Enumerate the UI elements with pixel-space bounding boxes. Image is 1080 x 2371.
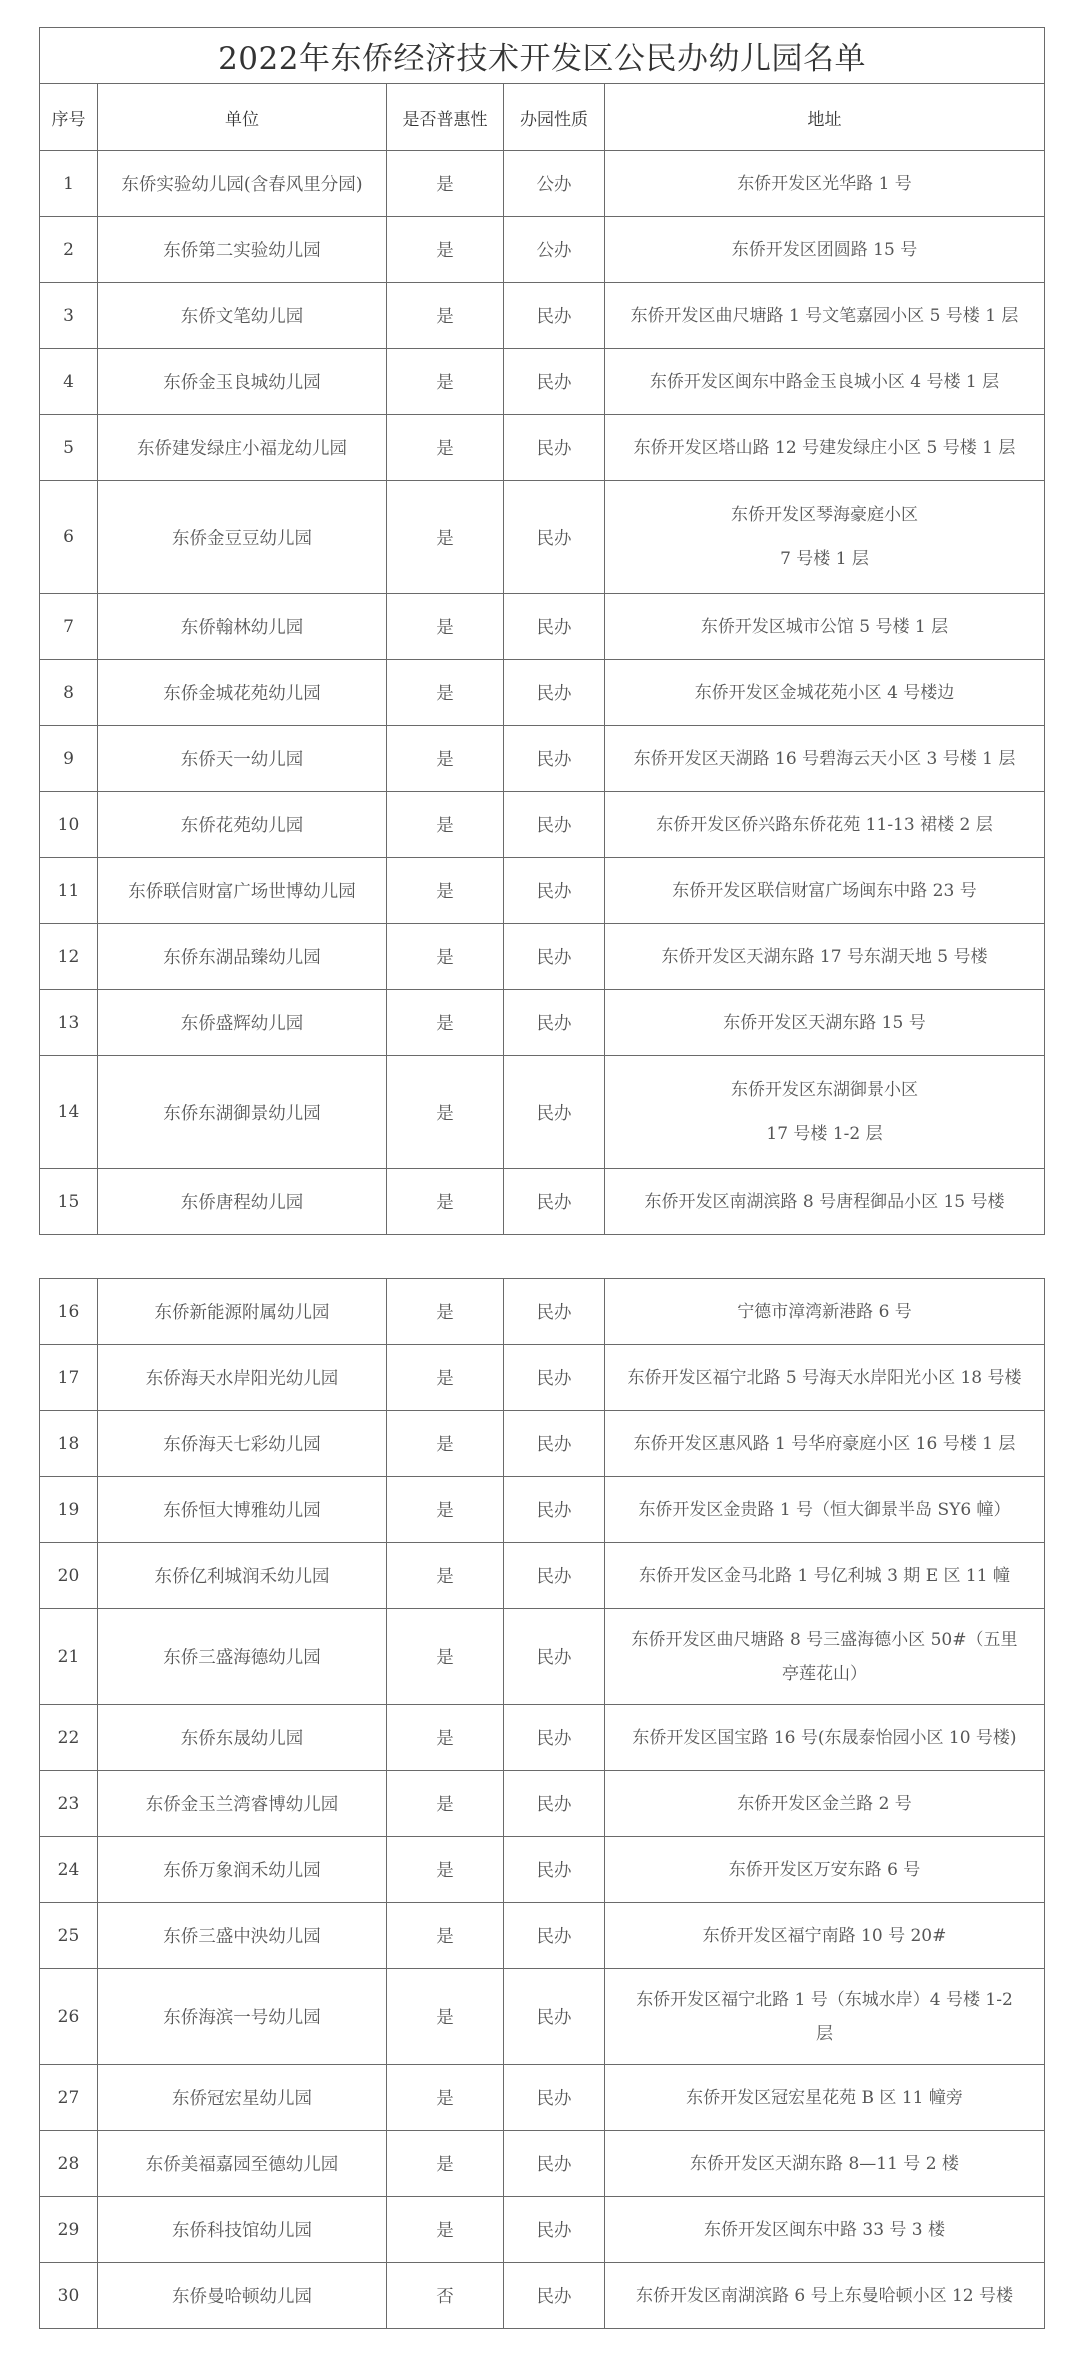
table-row <box>40 1169 1045 1235</box>
address-cell <box>605 283 1045 349</box>
kindergarten-name-cell: 东侨文笔幼儿园 <box>98 283 387 349</box>
row-number-cell: 4 <box>40 349 98 415</box>
kindergarten-name-cell: 东侨金豆豆幼儿园 <box>98 481 387 594</box>
address-line: 东侨开发区东湖御景小区 <box>731 1080 918 1100</box>
address-cell <box>605 1345 1045 1411</box>
table-row <box>40 660 1045 726</box>
address-line: 东侨开发区金兰路 2 号 <box>737 1793 912 1814</box>
table-row <box>40 1477 1045 1543</box>
address-cell <box>605 1169 1045 1235</box>
kindergarten-name-cell: 东侨亿利城润禾幼儿园 <box>98 1543 387 1609</box>
puhui-status-cell: 是 <box>387 1169 504 1235</box>
puhui-status-cell: 是 <box>387 1477 504 1543</box>
row-number-cell: 21 <box>40 1609 98 1705</box>
school-type-cell: 民办 <box>504 2263 605 2329</box>
document-title: 2022年东侨经济技术开发区公民办幼儿园名单 <box>40 28 1045 84</box>
kindergarten-name-cell: 东侨海天七彩幼儿园 <box>98 1411 387 1477</box>
school-type-cell: 民办 <box>504 2065 605 2131</box>
address-cell <box>605 1705 1045 1771</box>
table-body-part-2 <box>40 1279 1045 2329</box>
row-number-cell: 15 <box>40 1169 98 1235</box>
puhui-status-cell: 是 <box>387 924 504 990</box>
address-line: 17 号楼 1-2 层 <box>766 1124 883 1144</box>
table-row <box>40 2065 1045 2131</box>
row-number-cell: 3 <box>40 283 98 349</box>
kindergarten-name-cell: 东侨天一幼儿园 <box>98 726 387 792</box>
address-cell <box>605 2197 1045 2263</box>
row-number-cell: 16 <box>40 1279 98 1345</box>
school-type-cell: 民办 <box>504 1411 605 1477</box>
address-cell <box>605 349 1045 415</box>
address-line: 宁德市漳湾新港路 6 号 <box>737 1301 912 1322</box>
row-number-cell: 6 <box>40 481 98 594</box>
puhui-status-cell: 是 <box>387 1771 504 1837</box>
school-type-cell: 民办 <box>504 1543 605 1609</box>
address-cell <box>605 792 1045 858</box>
school-type-cell: 民办 <box>504 1279 605 1345</box>
puhui-status-cell: 是 <box>387 1903 504 1969</box>
row-number-cell: 8 <box>40 660 98 726</box>
row-number-cell: 17 <box>40 1345 98 1411</box>
row-number-cell: 11 <box>40 858 98 924</box>
row-number-cell: 2 <box>40 217 98 283</box>
puhui-status-cell: 是 <box>387 283 504 349</box>
column-header-type: 办园性质 <box>504 84 605 151</box>
kindergarten-name-cell: 东侨海滨一号幼儿园 <box>98 1969 387 2065</box>
address-line: 东侨开发区金贵路 1 号（恒大御景半岛 SY6 幢） <box>638 1499 1011 1520</box>
kindergarten-name-cell: 东侨金玉良城幼儿园 <box>98 349 387 415</box>
school-type-cell: 民办 <box>504 1477 605 1543</box>
table-row <box>40 1903 1045 1969</box>
table-row <box>40 1411 1045 1477</box>
school-type-cell: 民办 <box>504 1771 605 1837</box>
row-number-cell: 30 <box>40 2263 98 2329</box>
table-row <box>40 1543 1045 1609</box>
school-type-cell: 民办 <box>504 858 605 924</box>
address-cell <box>605 1837 1045 1903</box>
school-type-cell: 公办 <box>504 151 605 217</box>
puhui-status-cell: 是 <box>387 481 504 594</box>
table-row <box>40 1609 1045 1705</box>
address-line: 东侨开发区曲尺塘路 8 号三盛海德小区 50#（五里 <box>631 1629 1018 1650</box>
address-cell <box>605 726 1045 792</box>
school-type-cell: 民办 <box>504 415 605 481</box>
row-number-cell: 25 <box>40 1903 98 1969</box>
school-type-cell: 民办 <box>504 1345 605 1411</box>
kindergarten-name-cell: 东侨花苑幼儿园 <box>98 792 387 858</box>
kindergarten-name-cell: 东侨翰林幼儿园 <box>98 594 387 660</box>
column-header-puhui: 是否普惠性 <box>387 84 504 151</box>
table-row <box>40 792 1045 858</box>
kindergarten-name-cell: 东侨三盛中泱幼儿园 <box>98 1903 387 1969</box>
school-type-cell: 民办 <box>504 660 605 726</box>
table-row <box>40 924 1045 990</box>
address-line: 东侨开发区城市公馆 5 号楼 1 层 <box>700 616 949 637</box>
address-cell <box>605 1771 1045 1837</box>
school-type-cell: 民办 <box>504 1969 605 2065</box>
puhui-status-cell: 是 <box>387 349 504 415</box>
puhui-status-cell: 是 <box>387 1969 504 2065</box>
school-type-cell: 民办 <box>504 924 605 990</box>
kindergarten-name-cell: 东侨恒大博雅幼儿园 <box>98 1477 387 1543</box>
address-line: 东侨开发区天湖东路 17 号东湖天地 5 号楼 <box>661 946 988 967</box>
address-cell <box>605 415 1045 481</box>
school-type-cell: 公办 <box>504 217 605 283</box>
address-line: 东侨开发区琴海豪庭小区 <box>731 505 918 525</box>
address-line: 东侨开发区惠风路 1 号华府豪庭小区 16 号楼 1 层 <box>633 1433 1016 1454</box>
school-type-cell: 民办 <box>504 1056 605 1169</box>
address-cell <box>605 2065 1045 2131</box>
row-number-cell: 12 <box>40 924 98 990</box>
address-line: 东侨开发区福宁北路 1 号（东城水岸）4 号楼 1-2 <box>636 1989 1013 2010</box>
address-line: 东侨开发区天湖路 16 号碧海云天小区 3 号楼 1 层 <box>633 748 1016 769</box>
address-line: 东侨开发区天湖东路 8—11 号 2 楼 <box>690 2153 959 2174</box>
address-cell <box>605 924 1045 990</box>
address-line: 东侨开发区冠宏星花苑 B 区 11 幢旁 <box>686 2087 963 2108</box>
puhui-status-cell: 是 <box>387 217 504 283</box>
school-type-cell: 民办 <box>504 481 605 594</box>
address-line: 东侨开发区联信财富广场闽东中路 23 号 <box>672 880 977 901</box>
table-row <box>40 858 1045 924</box>
row-number-cell: 27 <box>40 2065 98 2131</box>
row-number-cell: 18 <box>40 1411 98 1477</box>
address-line: 东侨开发区天湖东路 15 号 <box>723 1012 926 1033</box>
school-type-cell: 民办 <box>504 1837 605 1903</box>
table-row <box>40 726 1045 792</box>
address-line: 7 号楼 1 层 <box>780 549 869 569</box>
address-cell <box>605 1969 1045 2065</box>
address-line: 东侨开发区团圆路 15 号 <box>731 239 918 260</box>
puhui-status-cell: 是 <box>387 151 504 217</box>
address-line: 东侨开发区万安东路 6 号 <box>728 1859 921 1880</box>
kindergarten-name-cell: 东侨东湖品臻幼儿园 <box>98 924 387 990</box>
puhui-status-cell: 是 <box>387 1609 504 1705</box>
kindergarten-name-cell: 东侨第二实验幼儿园 <box>98 217 387 283</box>
row-number-cell: 13 <box>40 990 98 1056</box>
kindergarten-name-cell: 东侨万象润禾幼儿园 <box>98 1837 387 1903</box>
kindergarten-name-cell: 东侨唐程幼儿园 <box>98 1169 387 1235</box>
puhui-status-cell: 是 <box>387 1543 504 1609</box>
table-row <box>40 151 1045 217</box>
puhui-status-cell: 是 <box>387 594 504 660</box>
kindergarten-table-part-1 <box>39 27 1045 1235</box>
puhui-status-cell: 是 <box>387 1705 504 1771</box>
row-number-cell: 24 <box>40 1837 98 1903</box>
school-type-cell: 民办 <box>504 792 605 858</box>
address-line: 东侨开发区福宁北路 5 号海天水岸阳光小区 18 号楼 <box>627 1367 1022 1388</box>
table-row <box>40 415 1045 481</box>
table-row <box>40 2131 1045 2197</box>
puhui-status-cell: 是 <box>387 415 504 481</box>
table-row <box>40 1837 1045 1903</box>
kindergarten-name-cell: 东侨实验幼儿园(含春风里分园) <box>98 151 387 217</box>
address-cell <box>605 594 1045 660</box>
table-row <box>40 481 1045 594</box>
puhui-status-cell: 否 <box>387 2263 504 2329</box>
school-type-cell: 民办 <box>504 726 605 792</box>
kindergarten-name-cell: 东侨科技馆幼儿园 <box>98 2197 387 2263</box>
address-cell <box>605 1279 1045 1345</box>
puhui-status-cell: 是 <box>387 1345 504 1411</box>
school-type-cell: 民办 <box>504 349 605 415</box>
row-number-cell: 7 <box>40 594 98 660</box>
puhui-status-cell: 是 <box>387 2197 504 2263</box>
address-line: 东侨开发区南湖滨路 6 号上东曼哈顿小区 12 号楼 <box>635 2285 1014 2306</box>
puhui-status-cell: 是 <box>387 1837 504 1903</box>
puhui-status-cell: 是 <box>387 990 504 1056</box>
puhui-status-cell: 是 <box>387 1411 504 1477</box>
table-row <box>40 1705 1045 1771</box>
row-number-cell: 5 <box>40 415 98 481</box>
address-line: 东侨开发区金城花苑小区 4 号楼边 <box>694 682 955 703</box>
address-cell <box>605 481 1045 594</box>
address-line: 东侨开发区光华路 1 号 <box>737 173 912 194</box>
school-type-cell: 民办 <box>504 990 605 1056</box>
puhui-status-cell: 是 <box>387 660 504 726</box>
school-type-cell: 民办 <box>504 1705 605 1771</box>
address-line: 东侨开发区国宝路 16 号(东晟泰怡园小区 10 号楼) <box>632 1727 1017 1748</box>
address-cell <box>605 2263 1045 2329</box>
table-row <box>40 2263 1045 2329</box>
table-row <box>40 1969 1045 2065</box>
address-cell <box>605 1903 1045 1969</box>
address-cell <box>605 2131 1045 2197</box>
column-header-name: 单位 <box>98 84 387 151</box>
table-row <box>40 1056 1045 1169</box>
kindergarten-name-cell: 东侨盛辉幼儿园 <box>98 990 387 1056</box>
address-line: 东侨开发区塔山路 12 号建发绿庄小区 5 号楼 1 层 <box>633 437 1016 458</box>
table-body-part-1 <box>40 151 1045 1235</box>
kindergarten-name-cell: 东侨美福嘉园至德幼儿园 <box>98 2131 387 2197</box>
school-type-cell: 民办 <box>504 1903 605 1969</box>
address-line: 东侨开发区金马北路 1 号亿利城 3 期 E 区 11 幢 <box>639 1565 1010 1586</box>
row-number-cell: 22 <box>40 1705 98 1771</box>
table-row <box>40 1345 1045 1411</box>
kindergarten-name-cell: 东侨东晟幼儿园 <box>98 1705 387 1771</box>
puhui-status-cell: 是 <box>387 2065 504 2131</box>
kindergarten-name-cell: 东侨新能源附属幼儿园 <box>98 1279 387 1345</box>
row-number-cell: 1 <box>40 151 98 217</box>
table-row <box>40 217 1045 283</box>
row-number-cell: 20 <box>40 1543 98 1609</box>
school-type-cell: 民办 <box>504 2131 605 2197</box>
school-type-cell: 民办 <box>504 2197 605 2263</box>
table-row <box>40 1771 1045 1837</box>
kindergarten-name-cell: 东侨联信财富广场世博幼儿园 <box>98 858 387 924</box>
address-cell <box>605 1543 1045 1609</box>
table-row <box>40 990 1045 1056</box>
row-number-cell: 28 <box>40 2131 98 2197</box>
row-number-cell: 29 <box>40 2197 98 2263</box>
puhui-status-cell: 是 <box>387 858 504 924</box>
puhui-status-cell: 是 <box>387 1056 504 1169</box>
address-cell <box>605 1477 1045 1543</box>
column-header-no: 序号 <box>40 84 98 151</box>
school-type-cell: 民办 <box>504 1609 605 1705</box>
kindergarten-name-cell: 东侨建发绿庄小福龙幼儿园 <box>98 415 387 481</box>
address-line: 东侨开发区福宁南路 10 号 20# <box>702 1925 947 1946</box>
kindergarten-name-cell: 东侨东湖御景幼儿园 <box>98 1056 387 1169</box>
puhui-status-cell: 是 <box>387 2131 504 2197</box>
address-line: 东侨开发区侨兴路东侨花苑 11-13 裙楼 2 层 <box>656 814 993 835</box>
column-header-address: 地址 <box>605 84 1045 151</box>
row-number-cell: 19 <box>40 1477 98 1543</box>
puhui-status-cell: 是 <box>387 792 504 858</box>
address-line: 东侨开发区曲尺塘路 1 号文笔嘉园小区 5 号楼 1 层 <box>630 305 1019 326</box>
puhui-status-cell: 是 <box>387 1279 504 1345</box>
row-number-cell: 10 <box>40 792 98 858</box>
row-number-cell: 23 <box>40 1771 98 1837</box>
address-line: 层 <box>816 2023 833 2044</box>
kindergarten-name-cell: 东侨金城花苑幼儿园 <box>98 660 387 726</box>
address-cell <box>605 990 1045 1056</box>
school-type-cell: 民办 <box>504 594 605 660</box>
kindergarten-name-cell: 东侨冠宏星幼儿园 <box>98 2065 387 2131</box>
table-row <box>40 283 1045 349</box>
school-type-cell: 民办 <box>504 283 605 349</box>
address-line: 东侨开发区闽东中路 33 号 3 楼 <box>703 2219 946 2240</box>
school-type-cell: 民办 <box>504 1169 605 1235</box>
address-line: 东侨开发区南湖滨路 8 号唐程御品小区 15 号楼 <box>644 1191 1005 1212</box>
row-number-cell: 14 <box>40 1056 98 1169</box>
kindergarten-name-cell: 东侨曼哈顿幼儿园 <box>98 2263 387 2329</box>
address-cell <box>605 858 1045 924</box>
row-number-cell: 9 <box>40 726 98 792</box>
puhui-status-cell: 是 <box>387 726 504 792</box>
table-row <box>40 349 1045 415</box>
table-header-row <box>40 84 1045 151</box>
address-cell <box>605 217 1045 283</box>
address-line: 东侨开发区闽东中路金玉良城小区 4 号楼 1 层 <box>649 371 1000 392</box>
table-row <box>40 594 1045 660</box>
table-row <box>40 1279 1045 1345</box>
kindergarten-table-part-2 <box>39 1278 1045 2329</box>
address-cell <box>605 660 1045 726</box>
table-row <box>40 2197 1045 2263</box>
kindergarten-name-cell: 东侨海天水岸阳光幼儿园 <box>98 1345 387 1411</box>
address-cell <box>605 1056 1045 1169</box>
address-cell <box>605 1609 1045 1705</box>
row-number-cell: 26 <box>40 1969 98 2065</box>
address-cell <box>605 151 1045 217</box>
address-cell <box>605 1411 1045 1477</box>
kindergarten-name-cell: 东侨三盛海德幼儿园 <box>98 1609 387 1705</box>
kindergarten-name-cell: 东侨金玉兰湾睿博幼儿园 <box>98 1771 387 1837</box>
address-line: 亭莲花山） <box>782 1663 867 1684</box>
